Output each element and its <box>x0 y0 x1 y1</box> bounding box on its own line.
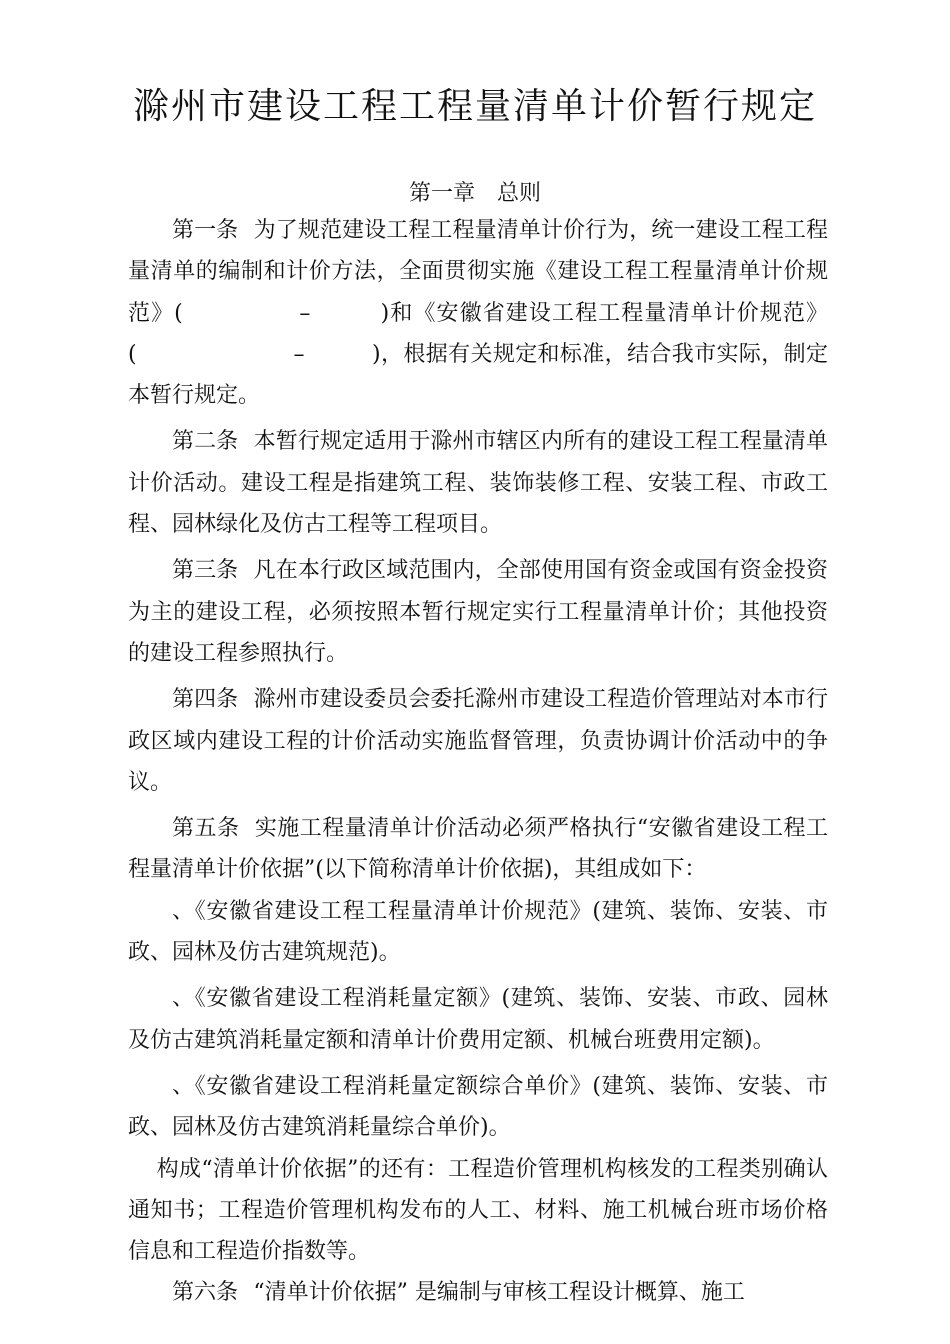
article-text: “清单计价依据” 是编制与审核工程设计概算、施工 <box>253 1280 745 1306</box>
article-label: 第二条 <box>172 429 239 455</box>
article-label: 第五条 <box>172 816 240 842</box>
list-item: 、《安徽省建设工程消耗量定额综合单价》(建筑、装饰、安装、市政、园林及仿古建筑消耗量综合单价)。 <box>128 1073 828 1141</box>
document-body <box>128 210 828 1319</box>
supplement-paragraph: 构成“清单计价依据”的还有：工程造价管理机构核发的工程类别确认通知书；工程造价管理机构发布的人工、材料、施工机械台班市场价格信息和工程造价指数等。 <box>128 1156 828 1265</box>
chapter-heading: 第一章 总则 <box>408 181 541 206</box>
article-6 <box>128 1272 828 1313</box>
article-text: 本暂行规定适用于滁州市辖区内所有的建设工程工程量清单计价活动。建设工程是指建筑工程、装饰装修工程、安装工程、市政工程、园林绿化及仿古工程等工程项目。 <box>128 429 828 538</box>
article-text: 滁州市建设委员会委托滁州市建设工程造价管理站对本市行政区域内建设工程的计价活动实施监督管理，负责协调计价活动中的争议。 <box>128 687 828 795</box>
list-item: 、《安徽省建设工程工程量清单计价规范》(建筑、装饰、安装、市政、园林及仿古建筑规范)。 <box>128 898 828 966</box>
list-item: 、《安徽省建设工程消耗量定额》(建筑、装饰、安装、市政、园林及仿古建筑消耗量定额和清单计价费用定额、机械台班费用定额)。 <box>128 986 828 1053</box>
article-3 <box>128 550 828 674</box>
document-title: 滁州市建设工程工程量清单计价暂行规定 <box>132 86 817 127</box>
article-1 <box>128 210 828 416</box>
article-text: 为了规范建设工程工程量清单计价行为，统一建设工程工程量清单的编制和计价方法，全面贯彻实施《建设工程工程量清单计价规范》( – )和《安徽省建设工程工程量清单计价规范》( – )，根据有关规定和标准，结合我市实际，制定本暂行规定。 <box>128 218 828 409</box>
article-text: 凡在本行政区域范围内，全部使用国有资金或国有资金投资为主的建设工程，必须按照本暂行规定实行工程量清单计价；其他投资的建设工程参照执行。 <box>128 558 828 666</box>
article-text: 实施工程量清单计价活动必须严格执行“安徽省建设工程工程量清单计价依据”(以下简称清单计价依据)，其组成如下： <box>128 816 828 883</box>
article-label: 第一条 <box>172 218 239 243</box>
article-2 <box>128 421 828 545</box>
article-4 <box>128 679 828 803</box>
article-5 <box>128 808 828 891</box>
article-label: 第四条 <box>172 687 239 713</box>
article-label: 第六条 <box>172 1280 239 1306</box>
article-label: 第三条 <box>172 558 239 584</box>
